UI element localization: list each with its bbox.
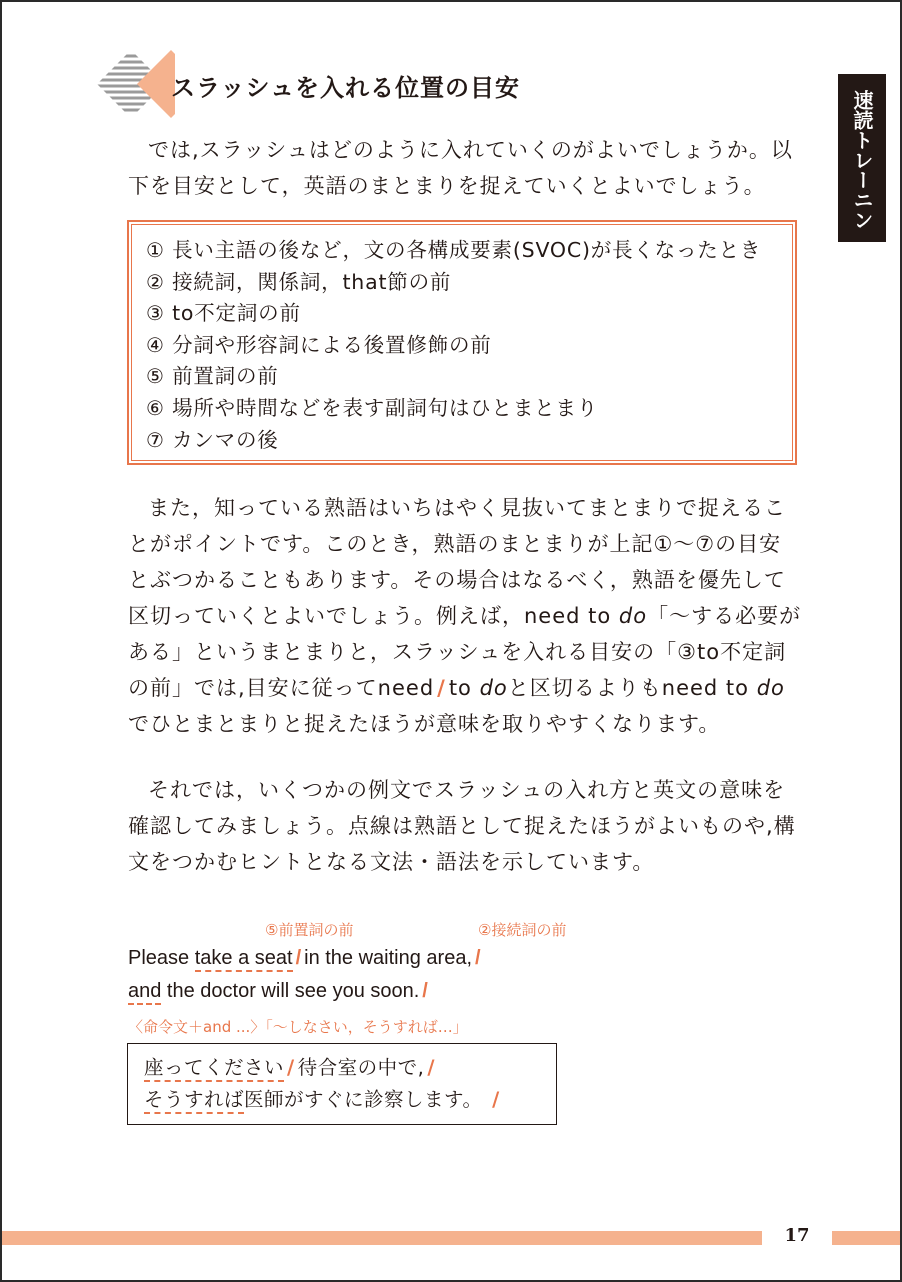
- para3-line: それでは，いくつかの例文でスラッシュの入れ方と英文の意味を: [148, 778, 786, 802]
- para2-line: とぶつかることもあります。その場合はなるべく，熟語を優先して: [128, 568, 786, 592]
- rule-item: ④ 分詞や形容詞による後置修飾の前: [146, 332, 492, 357]
- page-number: 17: [784, 1225, 810, 1246]
- para3-line: 文をつかむヒントとなる文法・語法を示しています。: [128, 850, 655, 874]
- rule-item: ⑦ カンマの後: [146, 427, 279, 452]
- para2-line: また，知っている熟語はいちはやく見抜いてまとまりで捉えるこ: [148, 496, 786, 520]
- rule-item: ③ to不定詞の前: [146, 301, 301, 326]
- example-sentence-line-1: Please take a seat / in the waiting area, /: [128, 947, 484, 970]
- para2-line: でひとまとまりと捉えたほうが意味を取りやすくなります。: [128, 712, 721, 736]
- para2-line: ある」というまとまりと，スラッシュを入れる目安の「③to不定詞: [128, 640, 787, 664]
- intro-line-1: では,スラッシュはどのように入れていくのがよいでしょうか。以: [148, 138, 793, 162]
- grammar-note: 〈命令文＋and ...〉「〜しなさい，そうすれば…」: [128, 1018, 468, 1036]
- idiom-and: and: [128, 980, 161, 1005]
- side-tab-label: 速読トレーニング: [838, 74, 886, 242]
- label-conjunction: ②接続詞の前: [478, 921, 567, 939]
- heading-title: スラッシュを入れる位置の目安: [171, 74, 521, 102]
- para2-line: の前」では,目安に従ってneed / to doと区切るよりもneed to do: [128, 676, 785, 700]
- footer-bar: [832, 1231, 900, 1245]
- heading-diamond-icon: [95, 48, 175, 128]
- rule-item: ⑥ 場所や時間などを表す副詞句はひとまとまり: [146, 395, 599, 420]
- example-sentence-line-2: and the doctor will see you soon. /: [128, 980, 431, 1003]
- para2-line: とがポイントです。このとき，熟語のまとまりが上記①〜⑦の目安: [128, 532, 782, 556]
- slash-rules-box: [127, 220, 797, 465]
- rule-item: ② 接続詞，関係詞，that節の前: [146, 269, 452, 294]
- intro-line-2: 下を目安として，英語のまとまりを捉えていくとよいでしょう。: [128, 174, 766, 198]
- para3-line: 確認してみましょう。点線は熟語として捉えたほうがよいものや,構: [128, 814, 796, 838]
- idiom-take-a-seat: take a seat: [195, 947, 293, 972]
- translation-line-1: 座ってください / 待合室の中で, /: [144, 1052, 556, 1084]
- footer-bar: [2, 1231, 762, 1245]
- translation-box: [127, 1043, 557, 1125]
- rule-item: ① 長い主語の後など，文の各構成要素(SVOC)が長くなったとき: [146, 238, 762, 262]
- section-heading: [95, 48, 655, 128]
- intro-paragraph: [128, 132, 793, 204]
- para2-line: 区切っていくとよいでしょう。例えば，need to do「〜する必要が: [128, 604, 802, 628]
- rule-item: ⑤ 前置詞の前: [146, 364, 279, 389]
- example-intro-paragraph: [128, 772, 796, 880]
- idiom-paragraph: [128, 490, 801, 742]
- translation-line-2: そうすれば医師がすぐに診察します。 /: [144, 1084, 556, 1116]
- label-preposition: ⑤前置詞の前: [265, 921, 354, 939]
